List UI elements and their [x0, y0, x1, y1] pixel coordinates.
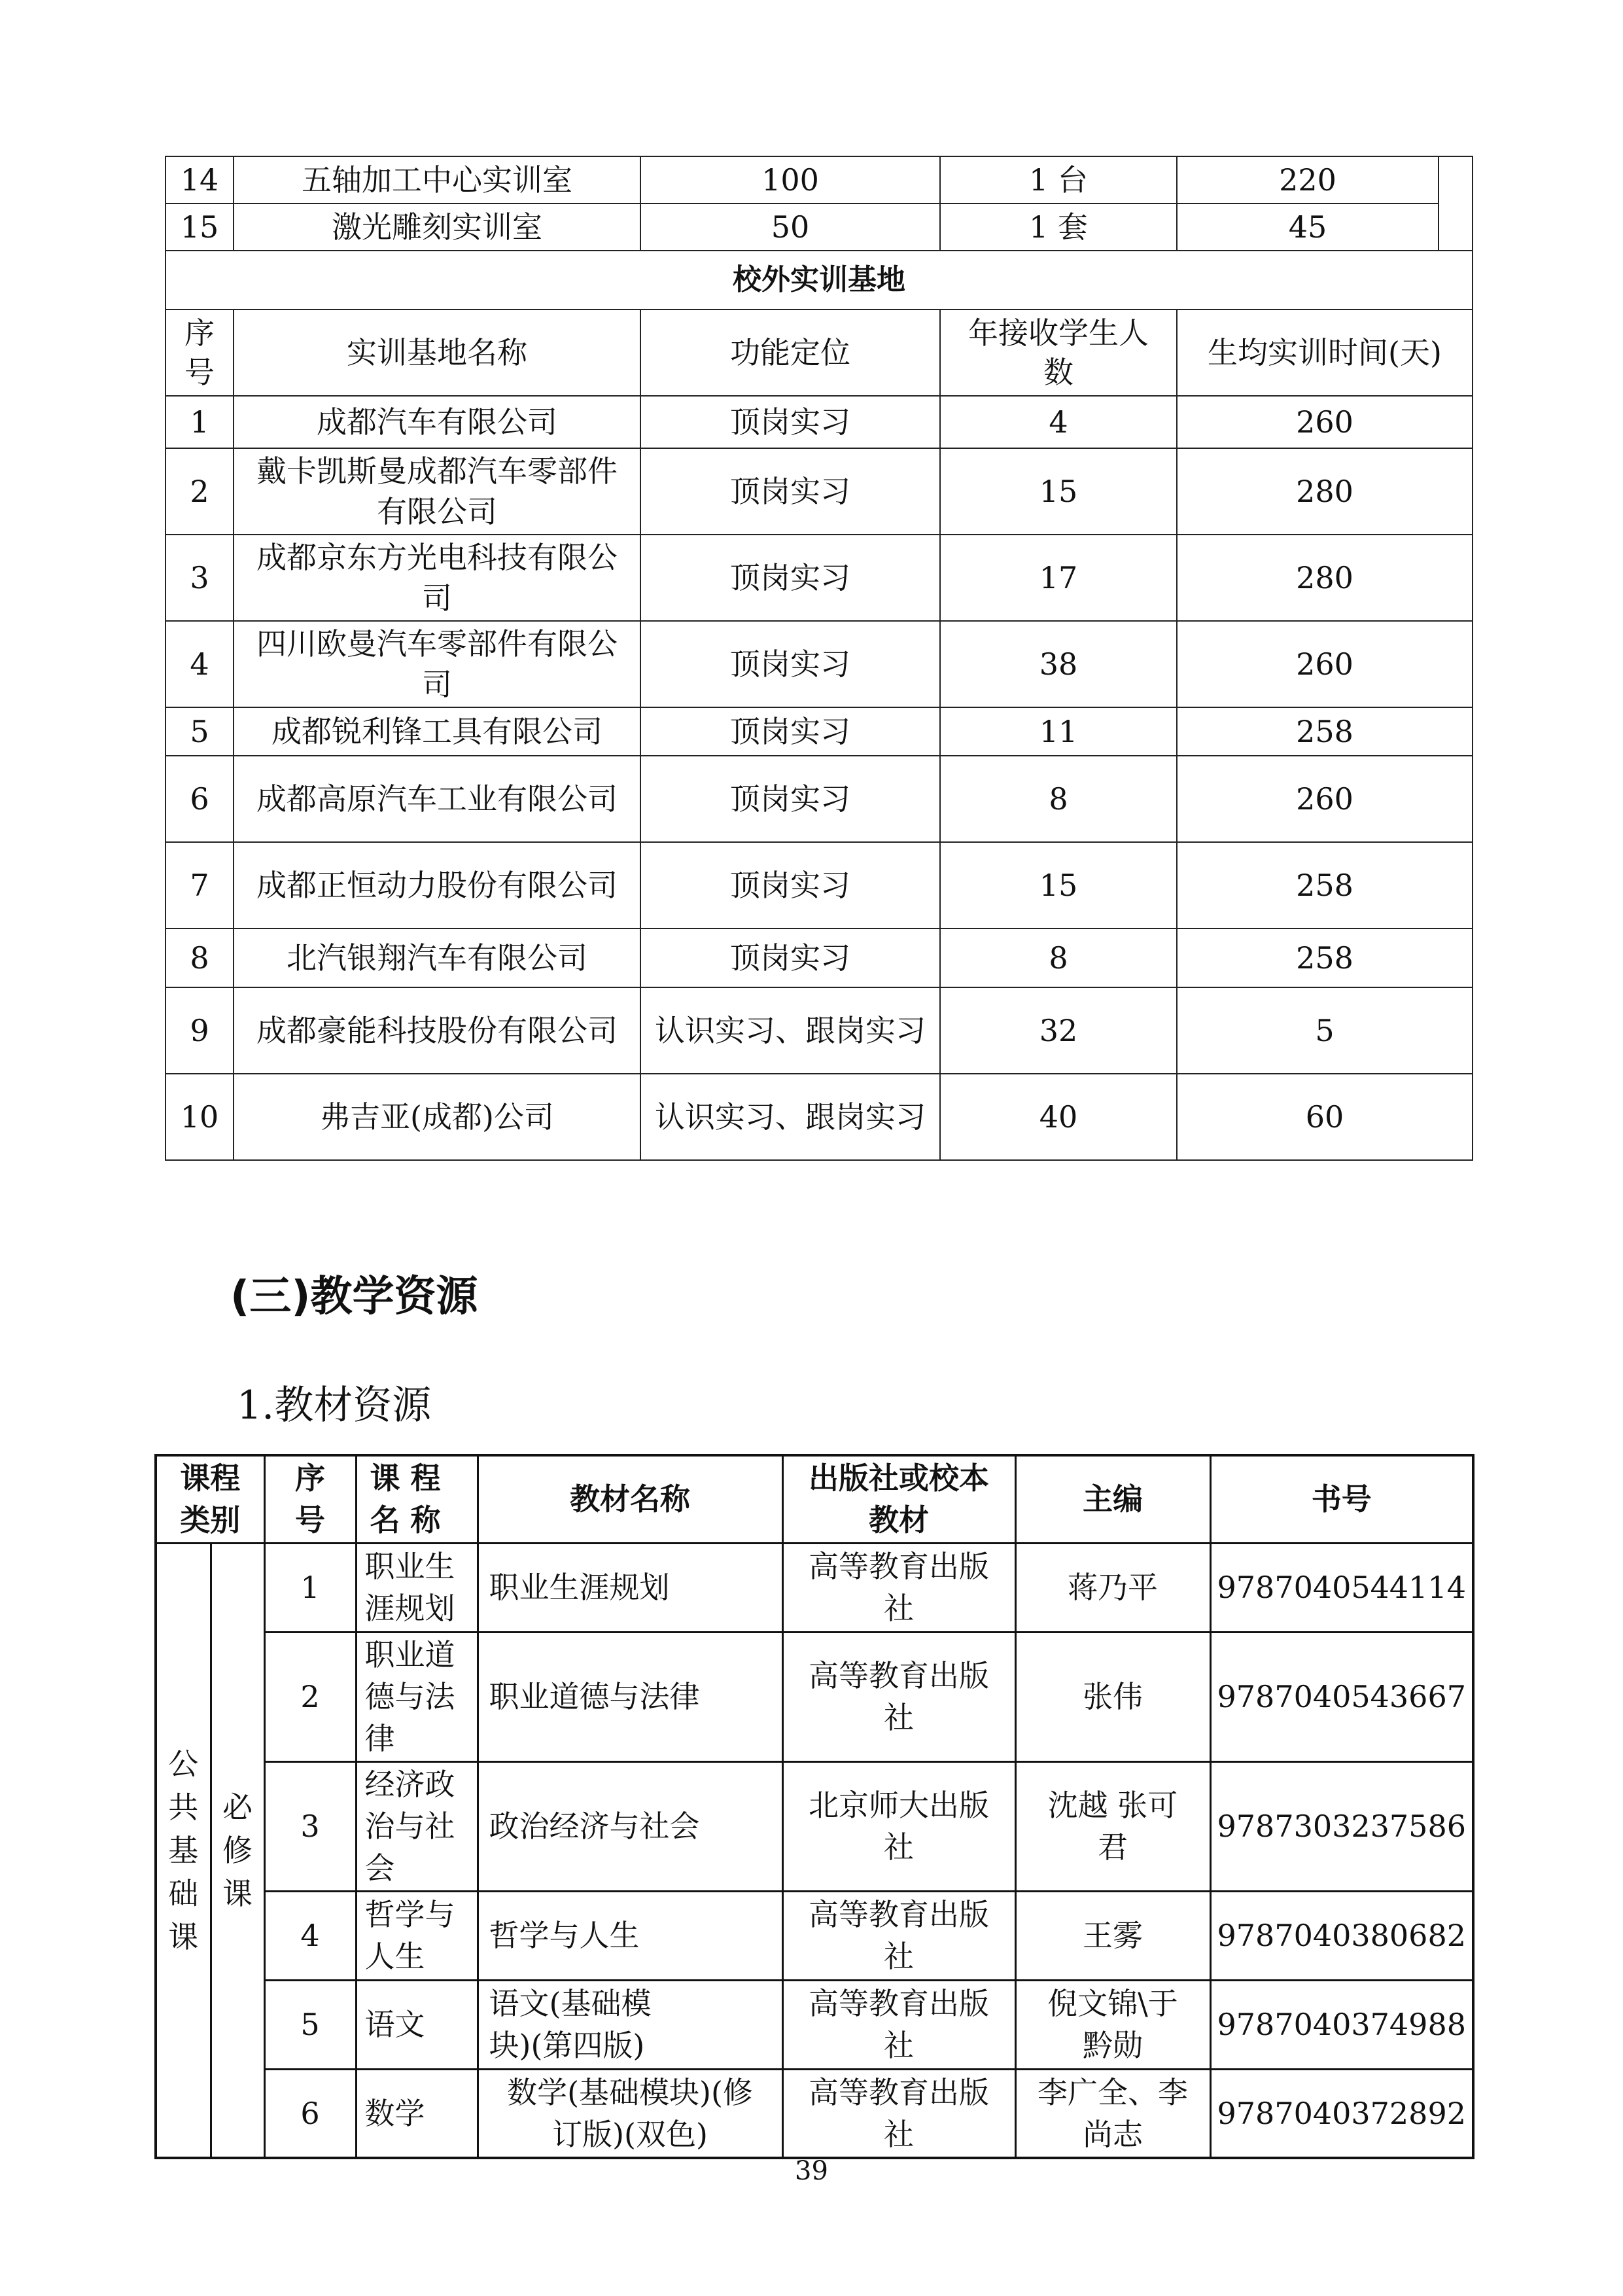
- training-base-table: [165, 156, 1473, 1161]
- publisher: 高等教育出版社: [782, 1543, 1015, 1632]
- table-row: [166, 621, 1473, 707]
- book-title: 语文(基础模块)(第四版): [478, 1980, 782, 2069]
- row-number: 9: [166, 987, 234, 1074]
- room-equipment: 1 台: [940, 156, 1177, 203]
- base-days: 260: [1177, 621, 1473, 707]
- table-row: [166, 535, 1473, 621]
- isbn: 9787303237586: [1210, 1761, 1473, 1891]
- header-no: 序号: [166, 309, 234, 396]
- row-number: 10: [166, 1074, 234, 1160]
- base-name: 成都京东方光电科技有限公司: [234, 535, 640, 621]
- editor: 王雾: [1015, 1891, 1210, 1980]
- publisher: 高等教育出版社: [782, 2069, 1015, 2158]
- base-days: 260: [1177, 756, 1473, 842]
- course-name: 职业道德与法律: [356, 1632, 478, 1761]
- textbook-table: [154, 1454, 1475, 2159]
- isbn: 9787040544114: [1210, 1543, 1473, 1632]
- publisher: 北京师大出版社: [782, 1761, 1015, 1891]
- table-row: [166, 203, 1473, 251]
- room-area: 50: [640, 203, 940, 251]
- row-number: 15: [166, 203, 234, 251]
- course-name: 职业生涯规划: [356, 1543, 478, 1632]
- base-function: 顶岗实习: [640, 535, 940, 621]
- course-name: 经济政治与社会: [356, 1761, 478, 1891]
- row-number: 6: [264, 2069, 356, 2158]
- base-name: 弗吉亚(成都)公司: [234, 1074, 640, 1160]
- table-row: [166, 928, 1473, 987]
- table-row: [156, 2069, 1473, 2158]
- isbn: 9787040543667: [1210, 1632, 1473, 1761]
- base-function: 认识实习、跟岗实习: [640, 1074, 940, 1160]
- table-row: [166, 707, 1473, 756]
- row-number: 3: [166, 535, 234, 621]
- row-number: 2: [166, 448, 234, 535]
- row-number: 4: [166, 621, 234, 707]
- isbn: 9787040380682: [1210, 1891, 1473, 1980]
- base-days: 258: [1177, 707, 1473, 756]
- category-cell: 公共基础课: [156, 1543, 211, 2158]
- base-function: 顶岗实习: [640, 621, 940, 707]
- header-isbn: 书号: [1210, 1455, 1473, 1543]
- section-heading: (三)教学资源: [230, 1273, 478, 1321]
- publisher: 高等教育出版社: [782, 1632, 1015, 1761]
- course-name: 语文: [356, 1980, 478, 2069]
- editor: 张伟: [1015, 1632, 1210, 1761]
- room-name: 五轴加工中心实训室: [234, 156, 640, 203]
- base-name: 四川欧曼汽车零部件有限公司: [234, 621, 640, 707]
- book-title: 职业道德与法律: [478, 1632, 782, 1761]
- base-function: 顶岗实习: [640, 928, 940, 987]
- table-row: [166, 756, 1473, 842]
- table-row: [166, 1074, 1473, 1160]
- row-number: 4: [264, 1891, 356, 1980]
- header-course: 课 程 名 称: [356, 1455, 478, 1543]
- book-title: 哲学与人生: [478, 1891, 782, 1980]
- base-days: 280: [1177, 535, 1473, 621]
- base-name: 成都豪能科技股份有限公司: [234, 987, 640, 1074]
- base-days: 260: [1177, 396, 1473, 448]
- base-name: 成都正恒动力股份有限公司: [234, 842, 640, 928]
- base-days: 258: [1177, 928, 1473, 987]
- header-function: 功能定位: [640, 309, 940, 396]
- publisher: 高等教育出版社: [782, 1891, 1015, 1980]
- base-days: 258: [1177, 842, 1473, 928]
- table-header-row: [156, 1455, 1473, 1543]
- base-days: 5: [1177, 987, 1473, 1074]
- header-publisher: 出版社或校本教材: [782, 1455, 1015, 1543]
- header-days: 生均实训时间(天): [1177, 309, 1473, 396]
- base-students: 11: [940, 707, 1177, 756]
- base-students: 40: [940, 1074, 1177, 1160]
- row-number: 14: [166, 156, 234, 203]
- base-name: 北汽银翔汽车有限公司: [234, 928, 640, 987]
- room-area: 100: [640, 156, 940, 203]
- base-function: 认识实习、跟岗实习: [640, 987, 940, 1074]
- table-row: [156, 1761, 1473, 1891]
- base-function: 顶岗实习: [640, 448, 940, 535]
- table-row: [166, 987, 1473, 1074]
- row-number: 7: [166, 842, 234, 928]
- base-function: 顶岗实习: [640, 756, 940, 842]
- base-students: 8: [940, 928, 1177, 987]
- editor: 倪文锦\于黔勋: [1015, 1980, 1210, 2069]
- outer-base-title: 校外实训基地: [166, 251, 1473, 309]
- room-count: 45: [1177, 203, 1439, 251]
- base-students: 15: [940, 448, 1177, 535]
- header-editor: 主编: [1015, 1455, 1210, 1543]
- publisher: 高等教育出版社: [782, 1980, 1015, 2069]
- editor: 蒋乃平: [1015, 1543, 1210, 1632]
- header-title: 教材名称: [478, 1455, 782, 1543]
- isbn: 9787040374988: [1210, 1980, 1473, 2069]
- table-header-row: [166, 309, 1473, 396]
- page-number: 39: [795, 2156, 828, 2186]
- base-name: 成都锐利锋工具有限公司: [234, 707, 640, 756]
- table-row: [156, 1543, 1473, 1632]
- table-row: [166, 842, 1473, 928]
- base-name: 成都汽车有限公司: [234, 396, 640, 448]
- row-number: 3: [264, 1761, 356, 1891]
- editor: 沈越 张可君: [1015, 1761, 1210, 1891]
- base-students: 4: [940, 396, 1177, 448]
- room-name: 激光雕刻实训室: [234, 203, 640, 251]
- base-name: 成都高原汽车工业有限公司: [234, 756, 640, 842]
- blank-cell: [1439, 156, 1473, 251]
- base-function: 顶岗实习: [640, 707, 940, 756]
- editor: 李广全、李尚志: [1015, 2069, 1210, 2158]
- subcategory-cell: 必修课: [211, 1543, 264, 2158]
- base-students: 8: [940, 756, 1177, 842]
- base-students: 17: [940, 535, 1177, 621]
- base-students: 38: [940, 621, 1177, 707]
- book-title: 职业生涯规划: [478, 1543, 782, 1632]
- table-row: [156, 1891, 1473, 1980]
- row-number: 6: [166, 756, 234, 842]
- book-title: 政治经济与社会: [478, 1761, 782, 1891]
- base-days: 60: [1177, 1074, 1473, 1160]
- room-count: 220: [1177, 156, 1439, 203]
- row-number: 5: [264, 1980, 356, 2069]
- book-title: 数学(基础模块)(修订版)(双色): [478, 2069, 782, 2158]
- table-row: [156, 1632, 1473, 1761]
- row-number: 2: [264, 1632, 356, 1761]
- row-number: 1: [264, 1543, 356, 1632]
- header-category: 课程类别: [156, 1455, 264, 1543]
- table-row: [166, 448, 1473, 535]
- base-function: 顶岗实习: [640, 842, 940, 928]
- base-students: 32: [940, 987, 1177, 1074]
- base-students: 15: [940, 842, 1177, 928]
- base-name: 戴卡凯斯曼成都汽车零部件有限公司: [234, 448, 640, 535]
- course-name: 数学: [356, 2069, 478, 2158]
- base-days: 280: [1177, 448, 1473, 535]
- base-function: 顶岗实习: [640, 396, 940, 448]
- row-number: 1: [166, 396, 234, 448]
- header-name: 实训基地名称: [234, 309, 640, 396]
- table-row: [156, 1980, 1473, 2069]
- row-number: 5: [166, 707, 234, 756]
- table-row: [166, 396, 1473, 448]
- isbn: 9787040372892: [1210, 2069, 1473, 2158]
- course-name: 哲学与人生: [356, 1891, 478, 1980]
- table-row: [166, 156, 1473, 203]
- header-students: 年接收学生人数: [940, 309, 1177, 396]
- room-equipment: 1 套: [940, 203, 1177, 251]
- header-no: 序号: [264, 1455, 356, 1543]
- sub-heading: 1.教材资源: [237, 1383, 432, 1428]
- table-section-title-row: [166, 251, 1473, 309]
- row-number: 8: [166, 928, 234, 987]
